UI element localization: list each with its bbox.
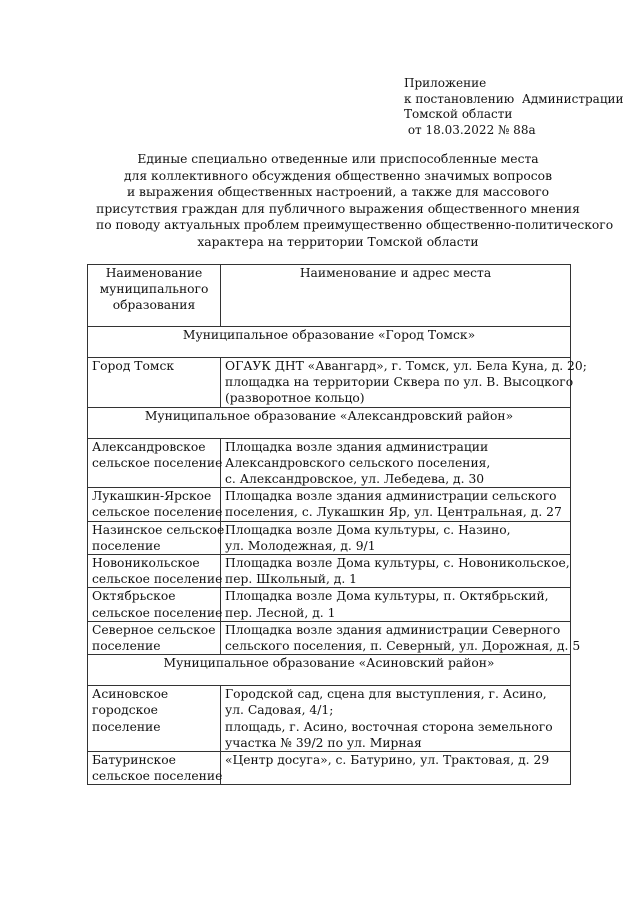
municipality-cell [88,752,221,785]
address-cell [221,521,571,554]
title-line: Единые специально отведенные или приспособленные места [137,152,539,166]
header-line: муниципального [99,282,209,297]
cell-line: участка № 39/2 по ул. Мирная [225,735,422,750]
cell-line: сельского поселения, п. Северный, ул. Дорожная, д. 5 [225,639,581,654]
cell-line: сельское поселение [92,572,223,587]
title-line: характера на территории Томской области [197,234,479,249]
cell-line: сельское поселение [92,505,223,520]
cell-line: пер. Лесной, д. 1 [225,605,336,620]
section-row [88,407,571,438]
municipality-cell [88,621,221,654]
document-title [96,151,614,251]
section-title: Муниципальное образование «Асиновский район» [88,655,571,686]
address-cell [221,555,571,588]
address-cell [221,438,571,488]
section-title: Муниципальное образование «Александровский район» [88,407,571,438]
municipality-cell [88,555,221,588]
cell-line: сельское поселение [92,605,223,620]
cell-line: площадь, г. Асино, восточная сторона земельного [225,719,553,734]
cell-line: ул. Садовая, 4/1; [225,703,334,718]
table-row [88,438,571,488]
title-line: и выражения общественных настроений, а также для массового [126,185,550,200]
cell-line: Назинское сельское [92,522,225,537]
header-line: Наименование [105,266,203,280]
cell-line: площадка на территории Сквера по ул. В. Высоцкого [225,375,574,390]
title-line: по поводу актуальных проблем преимущественно общественно-политического [96,218,614,233]
section-row [88,327,571,358]
header-place: Наименование и адрес места [221,265,571,327]
cell-line: Город Томск [92,359,175,373]
cell-line: Лукашкин-Ярское [92,489,212,504]
table-row [88,488,571,521]
cell-line: Площадка возле здания администрации [225,439,489,454]
municipality-cell [88,686,221,752]
cell-line: поселения, с. Лукашкин Яр, ул. Центральная, д. 27 [225,505,562,520]
address-cell [221,752,571,785]
table-row [88,358,571,408]
address-cell [221,488,571,521]
cell-line: Площадка возле Дома культуры, п. Октябрьский, [225,589,549,604]
table-row [88,588,571,621]
header-line: образования [112,298,196,313]
section-title: Муниципальное образование «Город Томск» [88,327,571,358]
appendix-line: Приложение [404,76,487,90]
cell-line: Площадка возле Дома культуры, с. Назино, [225,522,511,537]
cell-line: (разворотное кольцо) [225,391,365,406]
municipality-cell [88,521,225,554]
cell-line: поселение [92,538,161,553]
table-row [88,752,571,785]
table-row [88,686,571,752]
cell-line: Новоникольское [92,556,200,571]
cell-line: пер. Школьный, д. 1 [225,572,357,587]
cell-line: городское [92,703,158,718]
address-cell [221,686,571,752]
cell-line: Батуринское [92,753,176,768]
table-row [88,555,571,588]
cell-line: Асиновское [92,687,169,702]
cell-line: ул. Молодежная, д. 9/1 [225,538,376,553]
cell-line: Северное сельское [92,622,216,637]
cell-line: «Центр досуга», с. Батурино, ул. Трактовая, д. 29 [225,753,550,768]
cell-line: Октябрьское [92,589,176,604]
cell-line: сельское поселение [92,455,223,470]
appendix-line: от 18.03.2022 № 88а [404,122,536,137]
cell-line: Александровского сельского поселения, [225,455,491,470]
cell-line: Площадка возле Дома культуры, с. Новоникольское, [225,556,570,571]
cell-line: Городской сад, сцена для выступления, г. Асино, [225,687,547,702]
address-cell [221,358,587,408]
cell-line: Площадка возле здания администрации Северного [225,622,561,637]
cell-line: сельское поселение [92,769,223,784]
table-header-row [88,265,571,327]
cell-line: ОГАУК ДНТ «Авангард», г. Томск, ул. Бела Куна, д. 20; [225,359,587,373]
cell-line: Александровское [92,439,206,454]
address-cell [221,621,581,654]
table-row [88,521,571,554]
table-row [88,621,571,654]
municipality-cell [88,438,221,488]
title-line: присутствия граждан для публичного выражения общественного мнения [96,201,580,216]
municipality-cell [88,588,221,621]
address-cell [221,588,571,621]
cell-line: поселение [92,639,161,654]
municipality-cell [88,358,221,408]
municipality-cell [88,488,221,521]
appendix-line: к постановлению Администрации [404,91,624,106]
section-row [88,655,571,686]
cell-line: Площадка возле здания администрации сельского [225,489,557,504]
appendix-line: Томской области [404,107,513,121]
cell-line: с. Александровское, ул. Лебедева, д. 30 [225,472,485,487]
places-table [87,264,587,785]
header-municipality [88,265,221,327]
title-line: для коллективного обсуждения общественно значимых вопросов [123,168,553,183]
cell-line: поселение [92,719,161,734]
appendix-block [404,76,624,138]
